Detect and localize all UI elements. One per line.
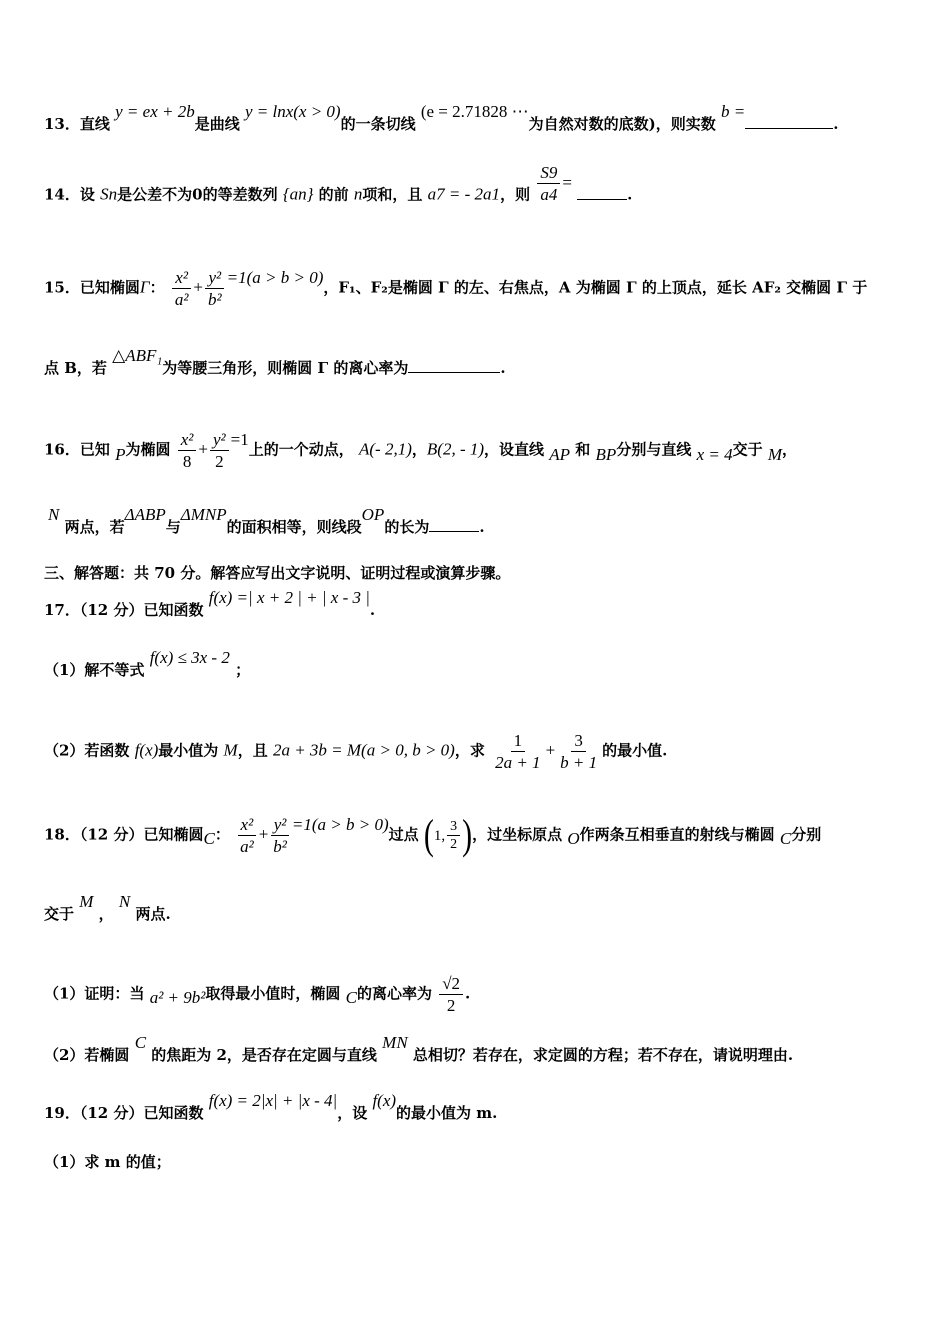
math-expression: C [345,987,357,1007]
question-text: 交于 [44,905,75,923]
math-expression: = [562,172,572,192]
question-18-part-2 [44,1033,794,1065]
question-13 [44,102,839,134]
math-expression: b = [720,102,746,121]
math-expression: y = lnx(x > 0) [244,102,341,121]
question-text: 与 [165,518,181,536]
question-text: 的焦距为 2，是否存在定圆与直线 [151,1046,377,1064]
math-expression: a² + 9b² [149,987,206,1007]
question-text: 项和，且 [362,185,423,204]
math-expression: =1(a > b > 0) [291,814,389,834]
math-expression: f(x) [372,1091,397,1110]
math-expression: + [193,277,204,297]
math-expression: f(x) =| x + 2 | + | x - 3 | [208,588,370,607]
fraction-numerator: 3 [571,731,586,752]
answer-blank [577,199,627,200]
math-expression: + [545,740,556,760]
fraction [205,268,225,309]
question-text: 过点 [388,825,419,844]
section-heading: 三、解答题：共 70 分。解答应写出文字说明、证明过程或演算步骤。 [44,564,511,582]
math-expression: N [118,892,131,911]
question-text: 上的一个动点， [248,440,354,459]
question-text: . [833,115,839,133]
math-expression: {an} [282,184,314,204]
question-text: 的最小值为 m. [396,1104,498,1122]
question-text: 交于 [732,440,763,459]
math-expression: ΔMNP [180,505,227,524]
math-expression: n [353,184,363,204]
question-text: 的一条切线 [340,115,416,133]
question-text: （2）若函数 [44,741,130,760]
question-text: 是公差不为 [117,185,193,204]
fraction [447,819,460,852]
question-number: 13． [44,115,80,133]
question-text: 两点. [135,905,171,923]
answer-blank [408,372,500,373]
math-expression: M [79,892,94,911]
question-text: 已知椭圆 [79,278,140,297]
point-coordinates [423,811,473,858]
question-18-part-1 [44,974,470,1015]
question-text: ： [214,825,230,844]
question-text: ，求 [454,741,485,760]
question-text: 的最小值. [602,741,668,760]
question-text: 作两条互相垂直的射线与椭圆 [579,825,775,844]
right-paren-icon: ) [462,811,473,858]
fraction [439,974,463,1015]
fraction [557,731,600,772]
fraction-denominator: b + 1 [560,753,598,772]
question-19 [44,1091,498,1123]
question-text: 分别 [791,825,822,844]
fraction-denominator: 2 [446,996,456,1015]
question-text: 直线 [79,115,110,133]
question-text: 点 B，若 [44,359,107,377]
math-expression: + [258,824,269,844]
fraction-denominator: 2a + 1 [495,753,541,772]
fraction-numerator: x² [172,268,191,289]
fraction [237,815,257,856]
fraction-denominator: a² [174,290,189,309]
question-text: ， [98,905,114,923]
question-text: 最小值为 [158,741,219,760]
question-14 [44,163,633,216]
question-text: ，且 [237,741,268,760]
question-15 [44,268,867,309]
question-18-continued [44,892,171,924]
question-text: ，则 [500,185,531,204]
question-text: 设 [79,185,95,204]
question-text: ： [149,278,165,297]
question-text: 两点，若 [64,518,125,536]
math-expression: 1, [433,827,446,844]
math-expression: BP [595,444,617,464]
question-16-continued [44,505,485,537]
math-expression: C [779,828,792,848]
math-expression: P [115,444,126,464]
math-expression: =1 [230,429,249,449]
question-number: 17．（12 分）已知函数 [44,601,204,619]
math-expression: AP [549,444,571,464]
fraction-denominator: 8 [182,452,192,471]
math-expression: + [198,439,209,459]
math-expression: N [48,505,60,524]
question-text: （1）解不等式 [44,661,145,679]
question-text: 取得最小值时，椭圆 [205,984,341,1003]
question-17 [44,588,376,620]
fraction [270,815,290,856]
question-18 [44,811,822,858]
math-expression: C [134,1033,147,1052]
fraction [178,430,197,471]
question-text: 0 [192,185,203,204]
math-expression: 2a + 3b = M(a > 0, b > 0) [272,740,455,760]
question-number: 15． [44,278,80,297]
answer-blank [429,531,479,532]
question-number: 18．（12 分）已知椭圆 [44,825,204,844]
fraction-denominator: b² [273,837,287,856]
question-text: . [500,359,506,377]
question-number: 14． [44,185,80,204]
question-19-part-1: （1）求 m 的值； [44,1153,171,1171]
math-expression: OP [361,505,385,524]
math-expression: y = ex + 2b [115,102,195,121]
math-expression: M [767,444,783,464]
question-text: . [479,518,485,536]
math-expression: A(- 2,1) [359,439,412,459]
fraction-numerator: √2 [439,974,463,995]
question-text: 为等腰三角形，则椭圆 Γ 的离心率为 [162,359,409,377]
fraction-numerator: y² [271,815,290,836]
fraction [172,268,192,309]
fraction-numerator: x² [178,430,197,451]
fraction-numerator: 1 [511,731,526,752]
math-expression: MN [382,1033,408,1052]
math-expression: B(2, - 1) [426,439,485,459]
question-15-continued [44,346,506,378]
question-text: 的等差数列 [202,185,278,204]
fraction-numerator: y² [210,430,229,451]
fraction [210,430,229,471]
question-text: . [627,185,633,204]
question-text: 为椭圆 [125,440,171,459]
question-16 [44,430,797,471]
question-number: 16． [44,440,80,459]
question-text: （1）证明：当 [44,984,145,1003]
math-expression: O [567,828,580,848]
fraction-denominator: 2 [215,452,224,471]
question-text: 分别与直线 [616,440,692,459]
question-text: 的长为 [384,518,430,536]
question-text: 总相切？若存在，求定圆的方程；若不存在，请说明理由. [412,1046,794,1064]
question-text: ， [782,440,798,459]
math-expression: f(x) ≤ 3x - 2 [149,648,230,667]
question-17-part-1 [44,648,251,680]
fraction-numerator: y² [205,268,224,289]
fraction-denominator: a² [240,837,254,856]
math-expression: M [223,740,238,760]
fraction-denominator: 2 [450,837,458,852]
question-text: . [465,984,471,1003]
question-text: 为自然对数的底数)，则实数 [528,115,716,133]
math-expression: =1(a > b > 0) [226,267,324,287]
math-expression: f(x) = 2|x| + |x - 4| [208,1091,338,1110]
math-expression: x = 4 [696,444,733,464]
question-text: 已知 [79,440,110,459]
question-text: 的前 [318,185,349,204]
question-text: 和 [575,440,591,459]
question-text: ，过坐标原点 [472,825,563,844]
left-paren-icon: ( [423,811,434,858]
fraction-denominator: b² [208,290,222,309]
math-expression: C [203,828,215,848]
question-number: 19．（12 分）已知函数 [44,1104,204,1122]
math-expression: a7 = - 2a1 [427,184,501,204]
fraction-numerator: x² [238,815,257,836]
fraction-denominator: a4 [540,185,558,204]
question-text: . [369,601,376,619]
math-expression: Sn [100,184,118,204]
answer-blank [745,128,833,129]
fraction [492,731,543,772]
math-expression: △ABF₁ [112,346,163,365]
math-expression: (e = 2.71828 ⋯ [420,102,529,121]
question-text: （2）若椭圆 [44,1046,130,1064]
question-text: 的面积相等，则线段 [226,518,362,536]
question-text: ； [235,661,251,679]
question-text: ， [411,440,427,459]
question-text: 是曲线 [194,115,240,133]
question-text: ，设 [337,1104,368,1122]
fraction-numerator: S9 [537,163,560,184]
question-17-part-2 [44,731,667,772]
math-symbol: Γ [139,277,150,297]
fraction [537,163,560,204]
fraction-numerator: 3 [447,819,460,836]
question-text: ，F₁、F₂是椭圆 Γ 的左、右焦点，A 为椭圆 Γ 的上顶点，延长 AF₂ 交椭圆 Γ 于 [323,278,868,297]
question-text: 的离心率为 [356,984,432,1003]
math-expression: f(x) [134,740,159,760]
math-expression: ΔABP [124,505,166,524]
question-text: ，设直线 [484,440,545,459]
